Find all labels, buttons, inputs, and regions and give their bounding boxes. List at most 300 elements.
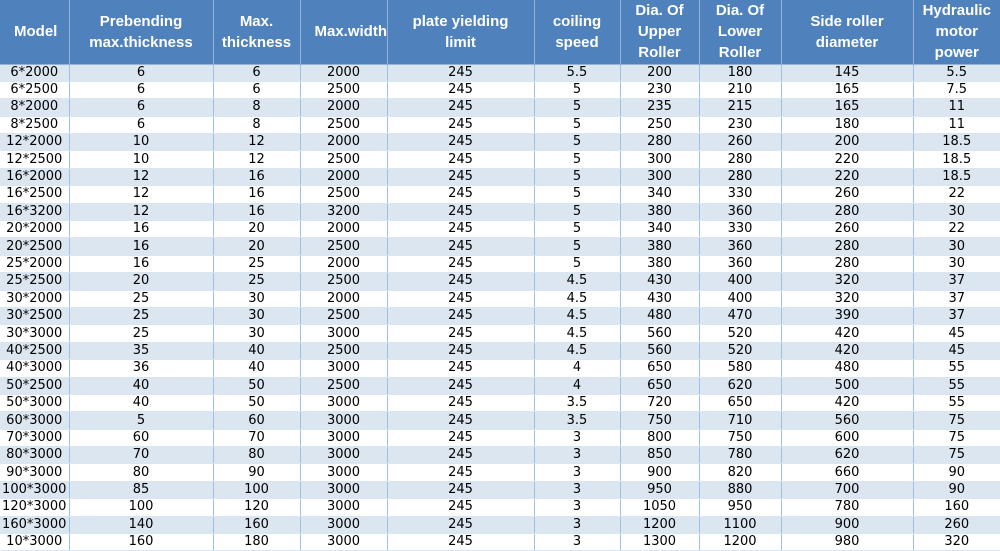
cell-lower-roller-diameter: 215: [699, 99, 781, 116]
cell-coiling-speed: 5: [534, 134, 620, 151]
cell-upper-roller-diameter: 300: [620, 168, 699, 185]
cell-max-thickness: 40: [213, 342, 300, 359]
cell-upper-roller-diameter: 1300: [620, 534, 699, 551]
cell-plate-yielding-limit: 245: [387, 516, 534, 533]
cell-upper-roller-diameter: 340: [620, 221, 699, 238]
cell-side-roller-diameter: 600: [781, 429, 913, 446]
cell-hydraulic-motor-power: 22: [913, 221, 1000, 238]
cell-prebending-max-thickness: 36: [69, 360, 213, 377]
cell-plate-yielding-limit: 245: [387, 394, 534, 411]
cell-prebending-max-thickness: 6: [69, 81, 213, 98]
cell-side-roller-diameter: 560: [781, 412, 913, 429]
cell-max-width: 3000: [300, 429, 387, 446]
cell-side-roller-diameter: 420: [781, 342, 913, 359]
cell-max-width: 2000: [300, 221, 387, 238]
cell-max-width: 2000: [300, 64, 387, 81]
cell-prebending-max-thickness: 16: [69, 238, 213, 255]
cell-plate-yielding-limit: 245: [387, 64, 534, 81]
header-plate-yielding-limit: plate yielding limit: [387, 0, 534, 64]
cell-plate-yielding-limit: 245: [387, 342, 534, 359]
table-row: [0, 151, 1000, 168]
cell-plate-yielding-limit: 245: [387, 447, 534, 464]
cell-hydraulic-motor-power: 260: [913, 516, 1000, 533]
cell-upper-roller-diameter: 800: [620, 429, 699, 446]
cell-max-thickness: 70: [213, 429, 300, 446]
cell-coiling-speed: 3: [534, 447, 620, 464]
table-row: [0, 481, 1000, 498]
cell-prebending-max-thickness: 16: [69, 255, 213, 272]
cell-lower-roller-diameter: 1200: [699, 534, 781, 551]
table-row: [0, 360, 1000, 377]
cell-hydraulic-motor-power: 75: [913, 429, 1000, 446]
cell-plate-yielding-limit: 245: [387, 203, 534, 220]
cell-coiling-speed: 5: [534, 221, 620, 238]
cell-plate-yielding-limit: 245: [387, 186, 534, 203]
table-body: [0, 64, 1000, 551]
cell-side-roller-diameter: 780: [781, 499, 913, 516]
cell-coiling-speed: 4.5: [534, 273, 620, 290]
cell-prebending-max-thickness: 160: [69, 534, 213, 551]
cell-plate-yielding-limit: 245: [387, 499, 534, 516]
cell-side-roller-diameter: 145: [781, 64, 913, 81]
cell-model: 12*2000: [0, 134, 69, 151]
cell-model: 90*3000: [0, 464, 69, 481]
cell-max-width: 2500: [300, 342, 387, 359]
cell-side-roller-diameter: 220: [781, 151, 913, 168]
cell-max-thickness: 40: [213, 360, 300, 377]
cell-plate-yielding-limit: 245: [387, 221, 534, 238]
cell-lower-roller-diameter: 520: [699, 342, 781, 359]
cell-lower-roller-diameter: 820: [699, 464, 781, 481]
cell-hydraulic-motor-power: 55: [913, 360, 1000, 377]
table-row: [0, 534, 1000, 551]
cell-prebending-max-thickness: 40: [69, 394, 213, 411]
cell-model: 12*2500: [0, 151, 69, 168]
cell-coiling-speed: 4.5: [534, 307, 620, 324]
cell-max-thickness: 8: [213, 99, 300, 116]
cell-side-roller-diameter: 700: [781, 481, 913, 498]
cell-max-thickness: 30: [213, 325, 300, 342]
cell-side-roller-diameter: 280: [781, 255, 913, 272]
cell-side-roller-diameter: 620: [781, 447, 913, 464]
table-row: [0, 81, 1000, 98]
cell-max-thickness: 50: [213, 394, 300, 411]
table-row: [0, 255, 1000, 272]
table-row: [0, 99, 1000, 116]
cell-max-thickness: 16: [213, 168, 300, 185]
table-row: [0, 238, 1000, 255]
cell-hydraulic-motor-power: 18.5: [913, 134, 1000, 151]
table-row: [0, 499, 1000, 516]
cell-coiling-speed: 3: [534, 429, 620, 446]
cell-upper-roller-diameter: 750: [620, 412, 699, 429]
cell-max-width: 3200: [300, 203, 387, 220]
cell-hydraulic-motor-power: 7.5: [913, 81, 1000, 98]
cell-coiling-speed: 5: [534, 151, 620, 168]
cell-hydraulic-motor-power: 30: [913, 203, 1000, 220]
cell-lower-roller-diameter: 650: [699, 394, 781, 411]
cell-plate-yielding-limit: 245: [387, 307, 534, 324]
cell-model: 20*2000: [0, 221, 69, 238]
cell-coiling-speed: 5: [534, 99, 620, 116]
cell-prebending-max-thickness: 12: [69, 168, 213, 185]
cell-hydraulic-motor-power: 37: [913, 273, 1000, 290]
cell-max-width: 3000: [300, 534, 387, 551]
cell-hydraulic-motor-power: 90: [913, 464, 1000, 481]
cell-upper-roller-diameter: 230: [620, 81, 699, 98]
table-row: [0, 325, 1000, 342]
cell-max-width: 2000: [300, 255, 387, 272]
cell-prebending-max-thickness: 35: [69, 342, 213, 359]
cell-side-roller-diameter: 420: [781, 325, 913, 342]
cell-coiling-speed: 5: [534, 81, 620, 98]
cell-hydraulic-motor-power: 75: [913, 412, 1000, 429]
cell-plate-yielding-limit: 245: [387, 238, 534, 255]
cell-prebending-max-thickness: 60: [69, 429, 213, 446]
cell-max-thickness: 20: [213, 238, 300, 255]
cell-upper-roller-diameter: 720: [620, 394, 699, 411]
header-row: [0, 0, 1000, 64]
cell-upper-roller-diameter: 340: [620, 186, 699, 203]
cell-lower-roller-diameter: 280: [699, 151, 781, 168]
table-row: [0, 168, 1000, 185]
cell-prebending-max-thickness: 80: [69, 464, 213, 481]
cell-coiling-speed: 5: [534, 116, 620, 133]
cell-prebending-max-thickness: 10: [69, 134, 213, 151]
cell-max-width: 2000: [300, 134, 387, 151]
cell-prebending-max-thickness: 140: [69, 516, 213, 533]
cell-max-width: 3000: [300, 447, 387, 464]
header-coiling-speed: coiling speed: [534, 0, 620, 64]
cell-prebending-max-thickness: 10: [69, 151, 213, 168]
cell-plate-yielding-limit: 245: [387, 290, 534, 307]
cell-coiling-speed: 4.5: [534, 290, 620, 307]
cell-coiling-speed: 5: [534, 255, 620, 272]
cell-plate-yielding-limit: 245: [387, 81, 534, 98]
table-row: [0, 290, 1000, 307]
cell-coiling-speed: 5.5: [534, 64, 620, 81]
table-row: [0, 412, 1000, 429]
cell-side-roller-diameter: 165: [781, 81, 913, 98]
cell-prebending-max-thickness: 12: [69, 186, 213, 203]
cell-max-width: 2500: [300, 273, 387, 290]
cell-upper-roller-diameter: 900: [620, 464, 699, 481]
cell-coiling-speed: 3.5: [534, 394, 620, 411]
cell-plate-yielding-limit: 245: [387, 116, 534, 133]
cell-max-width: 2500: [300, 186, 387, 203]
cell-hydraulic-motor-power: 55: [913, 377, 1000, 394]
cell-lower-roller-diameter: 280: [699, 168, 781, 185]
cell-lower-roller-diameter: 180: [699, 64, 781, 81]
cell-model: 6*2500: [0, 81, 69, 98]
cell-plate-yielding-limit: 245: [387, 168, 534, 185]
table-row: [0, 203, 1000, 220]
cell-coiling-speed: 3: [534, 499, 620, 516]
cell-model: 80*3000: [0, 447, 69, 464]
cell-lower-roller-diameter: 260: [699, 134, 781, 151]
header-lower-roller-diameter: Dia. Of Lower Roller: [699, 0, 781, 64]
cell-max-thickness: 6: [213, 81, 300, 98]
cell-max-thickness: 30: [213, 290, 300, 307]
cell-upper-roller-diameter: 480: [620, 307, 699, 324]
cell-model: 30*2000: [0, 290, 69, 307]
table-row: [0, 342, 1000, 359]
table-row: [0, 273, 1000, 290]
cell-plate-yielding-limit: 245: [387, 151, 534, 168]
cell-hydraulic-motor-power: 18.5: [913, 168, 1000, 185]
cell-prebending-max-thickness: 6: [69, 116, 213, 133]
cell-upper-roller-diameter: 235: [620, 99, 699, 116]
cell-model: 50*2500: [0, 377, 69, 394]
cell-max-width: 2000: [300, 290, 387, 307]
cell-max-width: 3000: [300, 516, 387, 533]
cell-hydraulic-motor-power: 5.5: [913, 64, 1000, 81]
cell-model: 10*3000: [0, 534, 69, 551]
cell-coiling-speed: 3: [534, 464, 620, 481]
cell-max-thickness: 16: [213, 203, 300, 220]
cell-max-thickness: 100: [213, 481, 300, 498]
cell-model: 16*2500: [0, 186, 69, 203]
cell-prebending-max-thickness: 25: [69, 307, 213, 324]
cell-plate-yielding-limit: 245: [387, 429, 534, 446]
cell-plate-yielding-limit: 245: [387, 99, 534, 116]
cell-coiling-speed: 3: [534, 481, 620, 498]
cell-prebending-max-thickness: 25: [69, 290, 213, 307]
cell-model: 50*3000: [0, 394, 69, 411]
cell-max-width: 3000: [300, 325, 387, 342]
cell-lower-roller-diameter: 710: [699, 412, 781, 429]
cell-plate-yielding-limit: 245: [387, 481, 534, 498]
cell-hydraulic-motor-power: 45: [913, 325, 1000, 342]
cell-max-width: 3000: [300, 360, 387, 377]
table-row: [0, 116, 1000, 133]
header-max-width: Max.width: [300, 0, 387, 64]
cell-coiling-speed: 5: [534, 186, 620, 203]
cell-plate-yielding-limit: 245: [387, 534, 534, 551]
cell-hydraulic-motor-power: 37: [913, 290, 1000, 307]
table-row: [0, 394, 1000, 411]
cell-side-roller-diameter: 180: [781, 116, 913, 133]
header-side-roller-diameter: Side roller diameter: [781, 0, 913, 64]
cell-model: 25*2500: [0, 273, 69, 290]
cell-side-roller-diameter: 200: [781, 134, 913, 151]
cell-coiling-speed: 3: [534, 516, 620, 533]
cell-side-roller-diameter: 390: [781, 307, 913, 324]
cell-upper-roller-diameter: 200: [620, 64, 699, 81]
cell-side-roller-diameter: 260: [781, 221, 913, 238]
cell-plate-yielding-limit: 245: [387, 464, 534, 481]
header-prebending-max-thickness: Prebending max.thickness: [69, 0, 213, 64]
cell-plate-yielding-limit: 245: [387, 360, 534, 377]
cell-side-roller-diameter: 280: [781, 203, 913, 220]
cell-hydraulic-motor-power: 37: [913, 307, 1000, 324]
cell-model: 30*2500: [0, 307, 69, 324]
cell-side-roller-diameter: 260: [781, 186, 913, 203]
cell-max-thickness: 12: [213, 151, 300, 168]
cell-max-width: 2000: [300, 168, 387, 185]
cell-max-thickness: 80: [213, 447, 300, 464]
cell-lower-roller-diameter: 580: [699, 360, 781, 377]
cell-hydraulic-motor-power: 320: [913, 534, 1000, 551]
cell-model: 16*3200: [0, 203, 69, 220]
cell-lower-roller-diameter: 950: [699, 499, 781, 516]
cell-max-thickness: 12: [213, 134, 300, 151]
cell-plate-yielding-limit: 245: [387, 377, 534, 394]
cell-max-thickness: 50: [213, 377, 300, 394]
cell-coiling-speed: 3.5: [534, 412, 620, 429]
cell-lower-roller-diameter: 400: [699, 290, 781, 307]
cell-hydraulic-motor-power: 160: [913, 499, 1000, 516]
cell-plate-yielding-limit: 245: [387, 273, 534, 290]
cell-hydraulic-motor-power: 90: [913, 481, 1000, 498]
cell-coiling-speed: 5: [534, 168, 620, 185]
cell-lower-roller-diameter: 360: [699, 238, 781, 255]
cell-model: 8*2500: [0, 116, 69, 133]
cell-coiling-speed: 5: [534, 238, 620, 255]
cell-model: 20*2500: [0, 238, 69, 255]
table-row: [0, 134, 1000, 151]
cell-hydraulic-motor-power: 75: [913, 447, 1000, 464]
cell-lower-roller-diameter: 360: [699, 203, 781, 220]
cell-coiling-speed: 4.5: [534, 342, 620, 359]
cell-model: 60*3000: [0, 412, 69, 429]
cell-lower-roller-diameter: 620: [699, 377, 781, 394]
cell-prebending-max-thickness: 5: [69, 412, 213, 429]
cell-prebending-max-thickness: 12: [69, 203, 213, 220]
header-hydraulic-motor-power: Hydraulic motor power: [913, 0, 1000, 64]
cell-upper-roller-diameter: 650: [620, 360, 699, 377]
cell-prebending-max-thickness: 25: [69, 325, 213, 342]
cell-upper-roller-diameter: 380: [620, 203, 699, 220]
cell-max-width: 3000: [300, 481, 387, 498]
cell-upper-roller-diameter: 1200: [620, 516, 699, 533]
cell-upper-roller-diameter: 430: [620, 273, 699, 290]
cell-max-width: 3000: [300, 499, 387, 516]
cell-upper-roller-diameter: 430: [620, 290, 699, 307]
cell-max-width: 2500: [300, 81, 387, 98]
cell-hydraulic-motor-power: 18.5: [913, 151, 1000, 168]
header-model: Model: [0, 0, 69, 64]
cell-max-width: 2500: [300, 116, 387, 133]
cell-model: 100*3000: [0, 481, 69, 498]
cell-side-roller-diameter: 480: [781, 360, 913, 377]
cell-model: 120*3000: [0, 499, 69, 516]
cell-lower-roller-diameter: 1100: [699, 516, 781, 533]
cell-model: 160*3000: [0, 516, 69, 533]
cell-prebending-max-thickness: 16: [69, 221, 213, 238]
cell-upper-roller-diameter: 250: [620, 116, 699, 133]
cell-coiling-speed: 5: [534, 203, 620, 220]
cell-lower-roller-diameter: 400: [699, 273, 781, 290]
cell-max-thickness: 30: [213, 307, 300, 324]
cell-side-roller-diameter: 320: [781, 290, 913, 307]
table-row: [0, 186, 1000, 203]
cell-hydraulic-motor-power: 11: [913, 116, 1000, 133]
cell-side-roller-diameter: 500: [781, 377, 913, 394]
cell-side-roller-diameter: 165: [781, 99, 913, 116]
cell-model: 70*3000: [0, 429, 69, 446]
cell-model: 16*2000: [0, 168, 69, 185]
cell-prebending-max-thickness: 70: [69, 447, 213, 464]
cell-hydraulic-motor-power: 45: [913, 342, 1000, 359]
cell-lower-roller-diameter: 330: [699, 221, 781, 238]
table-row: [0, 447, 1000, 464]
cell-lower-roller-diameter: 230: [699, 116, 781, 133]
cell-lower-roller-diameter: 780: [699, 447, 781, 464]
cell-upper-roller-diameter: 280: [620, 134, 699, 151]
cell-max-thickness: 25: [213, 255, 300, 272]
cell-side-roller-diameter: 420: [781, 394, 913, 411]
cell-upper-roller-diameter: 380: [620, 255, 699, 272]
cell-side-roller-diameter: 980: [781, 534, 913, 551]
cell-side-roller-diameter: 220: [781, 168, 913, 185]
cell-upper-roller-diameter: 850: [620, 447, 699, 464]
table-row: [0, 516, 1000, 533]
cell-upper-roller-diameter: 560: [620, 342, 699, 359]
cell-model: 40*2500: [0, 342, 69, 359]
cell-hydraulic-motor-power: 55: [913, 394, 1000, 411]
cell-model: 6*2000: [0, 64, 69, 81]
cell-plate-yielding-limit: 245: [387, 325, 534, 342]
table-header: [0, 0, 1000, 64]
cell-max-width: 2500: [300, 307, 387, 324]
cell-max-width: 2500: [300, 377, 387, 394]
cell-model: 30*3000: [0, 325, 69, 342]
cell-lower-roller-diameter: 210: [699, 81, 781, 98]
cell-prebending-max-thickness: 85: [69, 481, 213, 498]
cell-prebending-max-thickness: 20: [69, 273, 213, 290]
cell-model: 25*2000: [0, 255, 69, 272]
cell-model: 40*3000: [0, 360, 69, 377]
cell-max-thickness: 180: [213, 534, 300, 551]
cell-side-roller-diameter: 280: [781, 238, 913, 255]
cell-plate-yielding-limit: 245: [387, 255, 534, 272]
cell-max-thickness: 60: [213, 412, 300, 429]
table-row: [0, 429, 1000, 446]
cell-hydraulic-motor-power: 30: [913, 238, 1000, 255]
cell-max-width: 3000: [300, 464, 387, 481]
cell-hydraulic-motor-power: 22: [913, 186, 1000, 203]
cell-hydraulic-motor-power: 30: [913, 255, 1000, 272]
table-row: [0, 464, 1000, 481]
cell-max-thickness: 16: [213, 186, 300, 203]
cell-plate-yielding-limit: 245: [387, 134, 534, 151]
cell-side-roller-diameter: 320: [781, 273, 913, 290]
cell-coiling-speed: 3: [534, 534, 620, 551]
cell-lower-roller-diameter: 880: [699, 481, 781, 498]
cell-upper-roller-diameter: 560: [620, 325, 699, 342]
table-row: [0, 307, 1000, 324]
cell-max-thickness: 160: [213, 516, 300, 533]
cell-max-thickness: 25: [213, 273, 300, 290]
cell-upper-roller-diameter: 1050: [620, 499, 699, 516]
cell-lower-roller-diameter: 750: [699, 429, 781, 446]
cell-prebending-max-thickness: 100: [69, 499, 213, 516]
cell-upper-roller-diameter: 950: [620, 481, 699, 498]
cell-lower-roller-diameter: 520: [699, 325, 781, 342]
cell-upper-roller-diameter: 650: [620, 377, 699, 394]
cell-max-width: 3000: [300, 394, 387, 411]
cell-upper-roller-diameter: 300: [620, 151, 699, 168]
cell-side-roller-diameter: 900: [781, 516, 913, 533]
cell-coiling-speed: 4: [534, 377, 620, 394]
cell-coiling-speed: 4: [534, 360, 620, 377]
cell-model: 8*2000: [0, 99, 69, 116]
cell-side-roller-diameter: 660: [781, 464, 913, 481]
cell-prebending-max-thickness: 6: [69, 64, 213, 81]
cell-prebending-max-thickness: 6: [69, 99, 213, 116]
cell-upper-roller-diameter: 380: [620, 238, 699, 255]
